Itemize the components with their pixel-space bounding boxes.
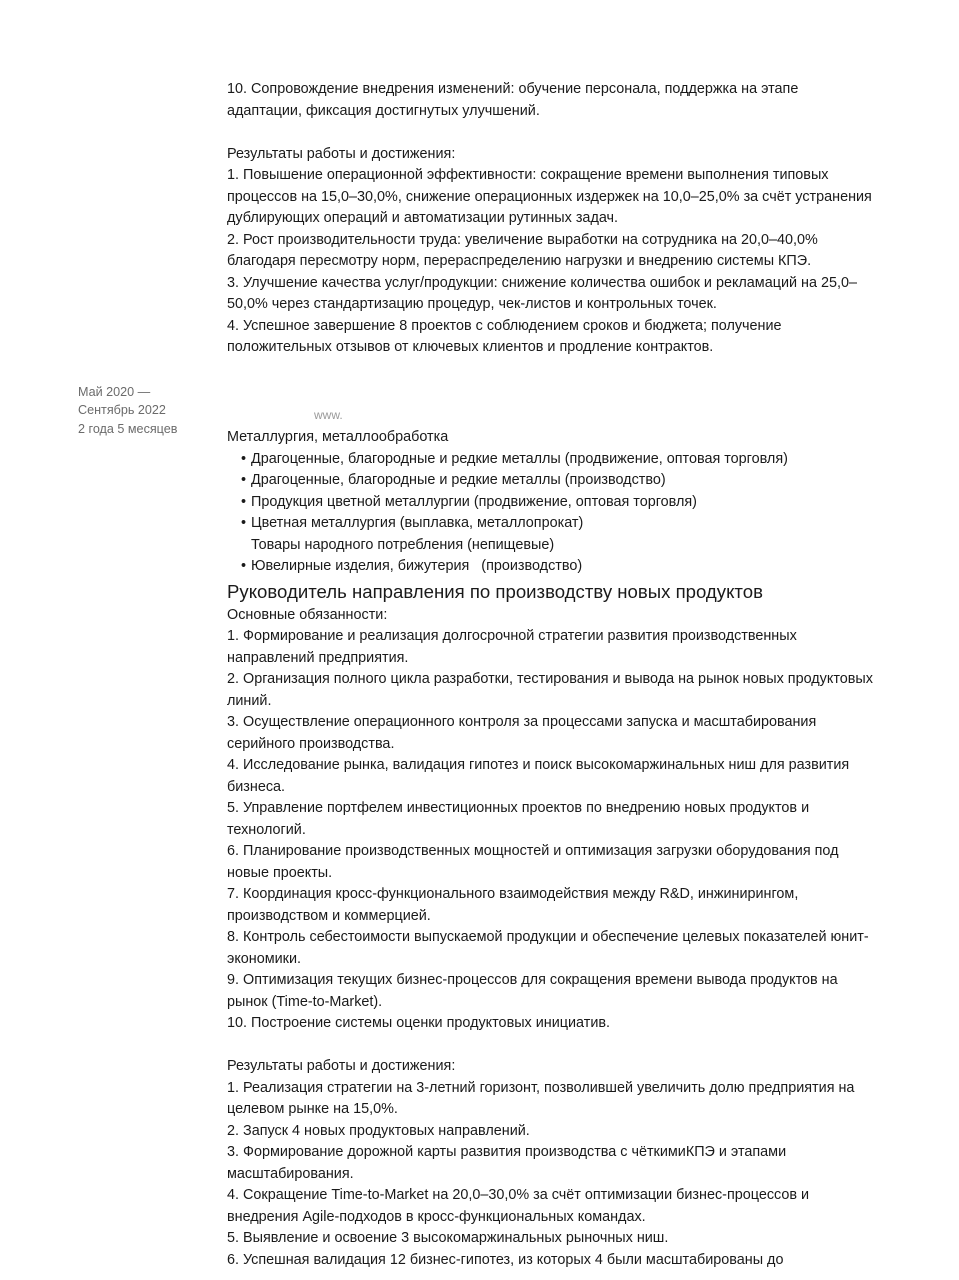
duty-item: 9. Оптимизация текущих бизнес-процессов для сокращения времени вывода продуктов на рынок (Time-to-Market). xyxy=(227,972,838,1010)
industry-item: • Драгоценные, благородные и редкие металлы (продвижение, оптовая торговля) xyxy=(227,449,877,471)
result-item: 1. Повышение операционной эффективности: сокращение времени выполнения типовых процессов на 15,0–30,0%, снижение операционных издержек на 10,0–25,0% за счёт устранения дублирующих операций и автоматизации рутинных задач. xyxy=(227,167,872,226)
result-item: 2. Запуск 4 новых продуктовых направлений. xyxy=(227,1122,530,1139)
duty-item: 6. Планирование производственных мощностей и оптимизация загрузки оборудования под новые проекты. xyxy=(227,843,839,881)
duty-item: 7. Координация кросс-функционального взаимодействия между R&D, инжинирингом, производством и коммерцией. xyxy=(227,886,799,924)
job-title: Руководитель направления по производству новых продуктов xyxy=(227,580,763,602)
results-header: Результаты работы и достижения: xyxy=(227,1058,456,1074)
result-item: 5. Выявление и освоение 3 высокомаржинальных рыночных ниш. xyxy=(227,1230,669,1246)
industry-item: • Ювелирные изделия, бижутерия (производство) xyxy=(227,556,877,578)
result-item: 1. Реализация стратегии на 3-летний горизонт, позволившей увеличить долю предприятия на целевом рынке на 15,0%. xyxy=(227,1079,855,1117)
duty-item: 8. Контроль себестоимости выпускаемой продукции и обеспечение целевых показателей юнит-экономики. xyxy=(227,929,869,967)
result-item: 4. Успешное завершение 8 проектов с соблюдением сроков и бюджета; получение положительных отзывов от ключевых клиентов и продление контрактов. xyxy=(227,317,782,355)
industry-list xyxy=(227,449,877,578)
duty-item: 2. Организация полного цикла разработки, тестирования и вывода на рынок новых продуктовых линий. xyxy=(227,671,873,709)
industry-item: • Продукция цветной металлургии (продвижение, оптовая торговля) xyxy=(227,492,877,514)
company-website: www. xyxy=(314,408,343,422)
previous-job-section xyxy=(227,79,877,359)
period-end: Сентябрь 2022 xyxy=(78,403,166,418)
duty-item: 1. Формирование и реализация долгосрочной стратегии развития производственных направлений предприятия. xyxy=(227,628,797,666)
current-job-section xyxy=(227,427,877,1271)
period-start: Май 2020 — xyxy=(78,385,151,399)
duty-item: 4. Исследование рынка, валидация гипотез и поиск высокомаржинальных ниш для развития бизнеса. xyxy=(227,757,850,795)
result-item: 3. Формирование дорожной карты развития производства с чёткимиКПЭ и этапами масштабирования. xyxy=(227,1144,787,1182)
industry-item: • Драгоценные, благородные и редкие металлы (производство) xyxy=(227,470,877,492)
duties-header: Основные обязанности: xyxy=(227,606,388,623)
sub-industry: Товары народного потребления (непищевые) xyxy=(251,536,555,553)
industry-item: • Цветная металлургия (выплавка, металлопрокат) xyxy=(227,513,877,535)
duty-item: 5. Управление портфелем инвестиционных проектов по внедрению новых продуктов и технологий. xyxy=(227,800,810,838)
result-item: 2. Рост производительности труда: увеличение выработки на сотрудника на 20,0–40,0% благодаря пересмотру норм, перераспределению нагрузки и внедрению системы КПЭ. xyxy=(227,231,818,269)
employment-period xyxy=(78,383,177,438)
result-item: 4. Сокращение Time-to-Market на 20,0–30,0% за счёт оптимизации бизнес-процессов и внедрения Agile-подходов в кросс-функциональных командах. xyxy=(227,1187,810,1225)
duty-item: 3. Осуществление операционного контроля за процессами запуска и масштабирования серийного производства. xyxy=(227,714,817,752)
period-duration: 2 года 5 месяцев xyxy=(78,421,178,436)
results-header: Результаты работы и достижения: xyxy=(227,145,456,162)
result-item: 3. Улучшение качества услуг/продукции: снижение количества ошибок и рекламаций на 25,0–50,0% через стандартизацию процедур, чек-листов и контрольных точек. xyxy=(227,274,857,312)
result-item: 6. Успешная валидация 12 бизнес-гипотез, из которых 4 были масштабированы до xyxy=(227,1251,784,1268)
company-industry: Металлургия, металлообработка xyxy=(227,429,449,445)
duty-item: 10. Построение системы оценки продуктовых инициатив. xyxy=(227,1015,611,1031)
duty-item: 10. Сопровождение внедрения изменений: обучение персонала, поддержка на этапе адаптации, фиксация достигнутых улучшений. xyxy=(227,81,799,119)
